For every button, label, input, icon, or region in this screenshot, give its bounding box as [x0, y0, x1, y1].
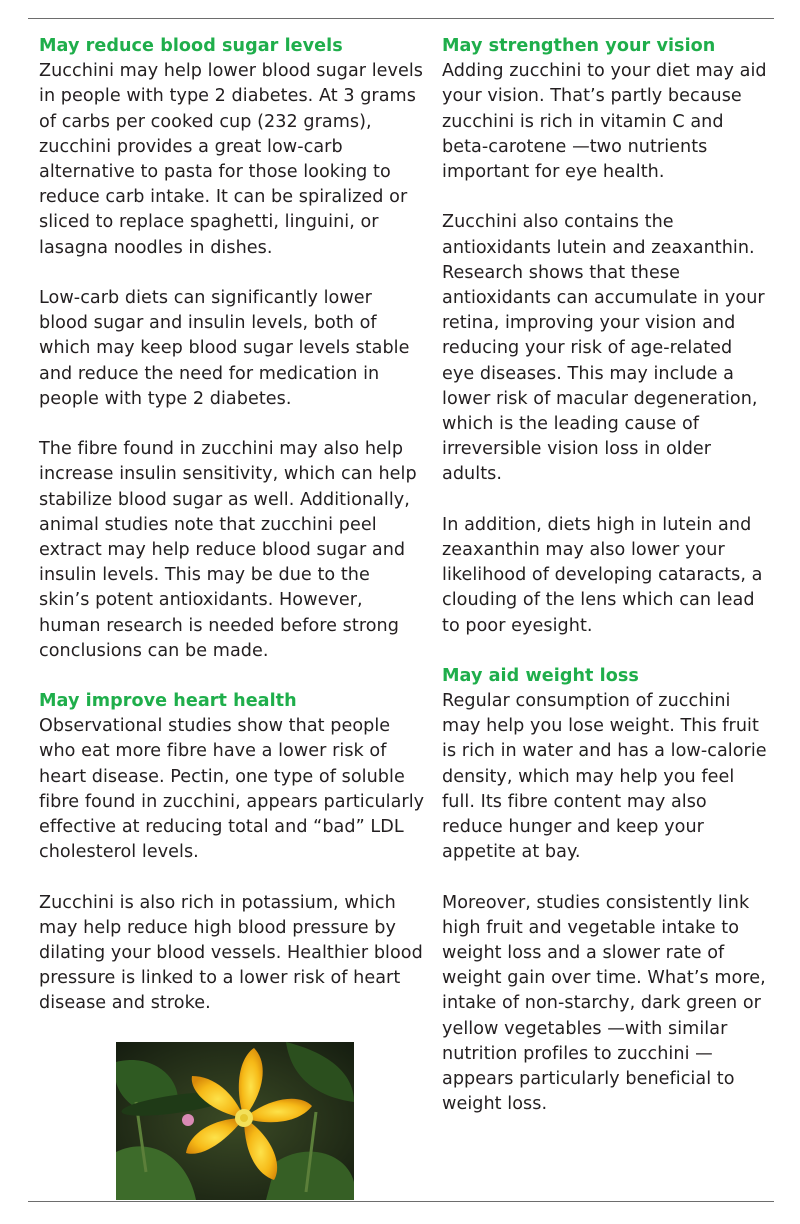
paragraph: Zucchini may help lower blood sugar levels in people with type 2 diabetes. At 3 grams of carbs per cooked cup (232 grams), zucchini provides a great low-carb alternative to pasta for those looking to reduce carb intake. It can be spiralized or sliced to replace spaghetti, linguini, or lasagna noodles in dishes.: [39, 61, 423, 258]
section-heading: May aid weight loss: [442, 665, 639, 686]
section-vision: [442, 34, 768, 639]
paragraph: Adding zucchini to your diet may aid your vision. That’s partly because zucchini is rich in vitamin C and beta-carotene —two nutrients important for eye health.: [442, 61, 767, 183]
section-weight-loss: [442, 664, 768, 1118]
paragraph: Low-carb diets can significantly lower blood sugar and insulin levels, both of which may keep blood sugar levels stable and reduce the need for medication in people with type 2 diabetes.: [39, 288, 410, 409]
paragraph: In addition, diets high in lutein and zeaxanthin may also lower your likelihood of developing cataracts, a clouding of the lens which can lead to poor eyesight.: [442, 514, 763, 636]
bottom-divider: [28, 1201, 774, 1202]
section-blood-sugar: [39, 34, 425, 664]
zucchini-flower-photo: [116, 1042, 354, 1200]
paragraph: Regular consumption of zucchini may help you lose weight. This fruit is rich in water and has a low-calorie density, which may help you feel full. Its fibre content may also reduce hunger and keep your appetite at bay.: [442, 691, 767, 863]
left-column: [39, 34, 425, 1017]
paragraph: Observational studies show that people who eat more fibre have a lower risk of heart disease. Pectin, one type of soluble fibre found in zucchini, appears particularly effective at reducing total and “bad” LDL cholesterol levels.: [39, 716, 425, 863]
right-column: [442, 34, 768, 1117]
paragraph: Zucchini also contains the antioxidants lutein and zeaxanthin. Research shows that these antioxidants can accumulate in your retina, improving your vision and reducing your risk of age-related eye diseases. This may include a lower risk of macular degeneration, which is the leading cause of irreversible vision loss in older adults.: [442, 212, 765, 485]
section-heading: May reduce blood sugar levels: [39, 36, 343, 56]
top-divider: [28, 18, 774, 19]
paragraph: Zucchini is also rich in potassium, which may help reduce high blood pressure by dilating your blood vessels. Healthier blood pressure is linked to a lower risk of heart disease and stroke.: [39, 892, 423, 1014]
section-heading: May improve heart health: [39, 691, 297, 712]
section-heading: May strengthen your vision: [442, 36, 716, 56]
paragraph: The fibre found in zucchini may also help increase insulin sensitivity, which can help stabilize blood sugar as well. Additionally, animal studies note that zucchini peel extract may help reduce blood sugar and insulin levels. This may be due to the skin’s potent antioxidants. However, human research is needed before strong conclusions can be made.: [39, 439, 417, 661]
paragraph: Moreover, studies consistently link high fruit and vegetable intake to weight loss and a slower rate of weight gain over time. What’s more, intake of non-starchy, dark green or yellow vegetables —with similar nutrition profiles to zucchini — appears particularly beneficial to weight loss.: [442, 892, 766, 1115]
section-heart-health: [39, 689, 425, 1017]
